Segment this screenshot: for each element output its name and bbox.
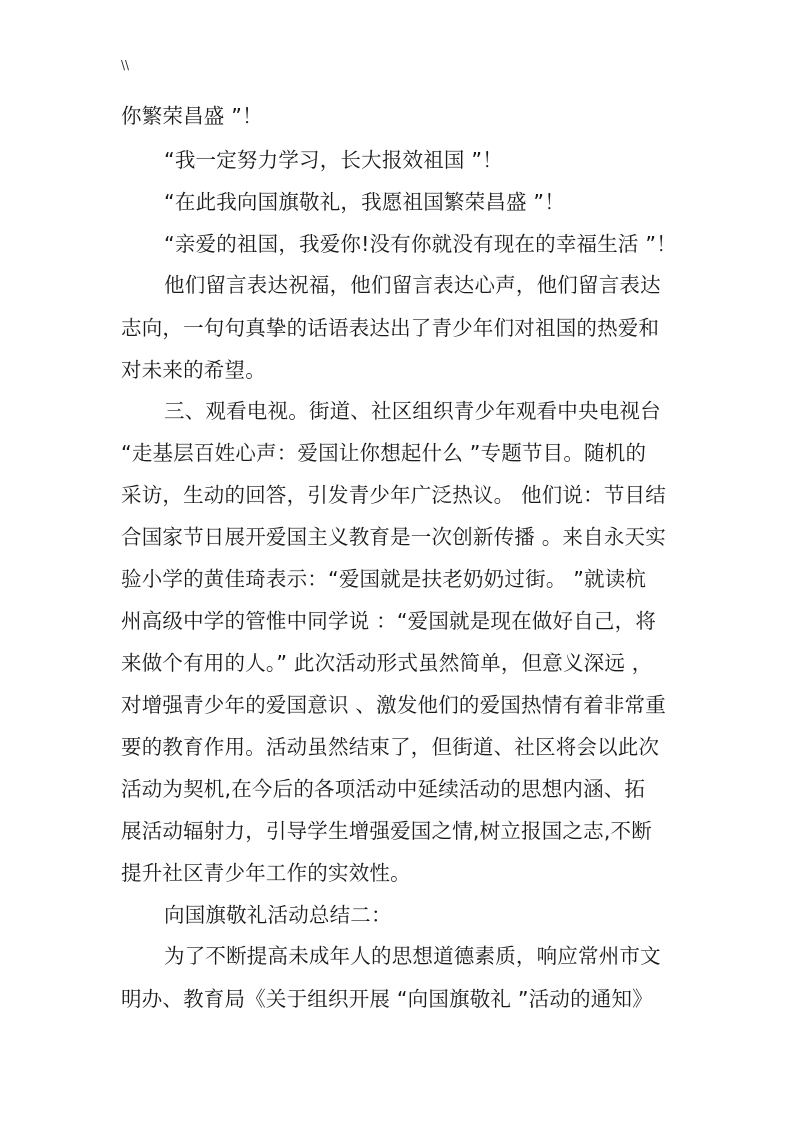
text-line: 州高级中学的管惟中同学说 ：“爱国就是现在做好自己，将 (121, 609, 657, 633)
text-line: 活动为契机,在今后的各项活动中延续活动的思想内涵、拓 (121, 777, 646, 801)
text-line: 为了不断提高未成年人的思想道德素质，响应常州市文 (164, 944, 661, 968)
text-line: “在此我向国旗敬礼，我愿祖国繁荣昌盛 ”！ (164, 190, 565, 214)
text-line: 要的教育作用。活动虽然结束了，但街道、社区将会以此次 (121, 735, 660, 759)
text-line: 你繁荣昌盛 ”！ (121, 104, 263, 128)
text-line: 志向，一句句真挚的话语表达出了青少年们对祖国的热爱和 (121, 316, 660, 340)
text-line: 三、观看电视。街道、社区组织青少年观看中央电视台 (164, 399, 661, 423)
text-line: 对增强青少年的爱国意识 、激发他们的爱国热情有着非常重 (121, 693, 666, 717)
text-line: 采访，生动的回答，引发青少年广泛热议。 他们说：节目结 (121, 483, 666, 507)
text-line: 提升社区青少年工作的实效性。 (121, 861, 411, 885)
text-line: 向国旗敬礼活动总结二： (164, 903, 392, 927)
text-line: 对未来的希望。 (121, 358, 266, 382)
text-line: 他们留言表达祝福，他们留言表达心声，他们留言表达 (164, 273, 661, 297)
text-line: “我一定努力学习，长大报效祖国 ”！ (164, 148, 503, 172)
text-line: 来做个有用的人。” 此次活动形式虽然简单，但意义深远 ， (121, 651, 653, 675)
text-line: 展活动辐射力，引导学生增强爱国之情,树立报国之志,不断 (121, 819, 652, 843)
text-line: 明办、教育局《关于组织开展 “向国旗敬礼 ”活动的通知》 (121, 987, 653, 1011)
text-line: 验小学的黄佳琦表示：“爱国就是扶老奶奶过街。 ”就读杭 (121, 567, 647, 591)
text-line: “亲爱的祖国，我爱你!没有你就没有现在的幸福生活 ”！ (164, 232, 677, 256)
text-line: “走基层百姓心声：爱国让你想起什么 ”专题节目。随机的 (121, 441, 647, 465)
header-mark: \\ (121, 58, 130, 72)
text-line: 合国家节日展开爱国主义教育是一次创新传播 。来自永天实 (121, 525, 666, 549)
